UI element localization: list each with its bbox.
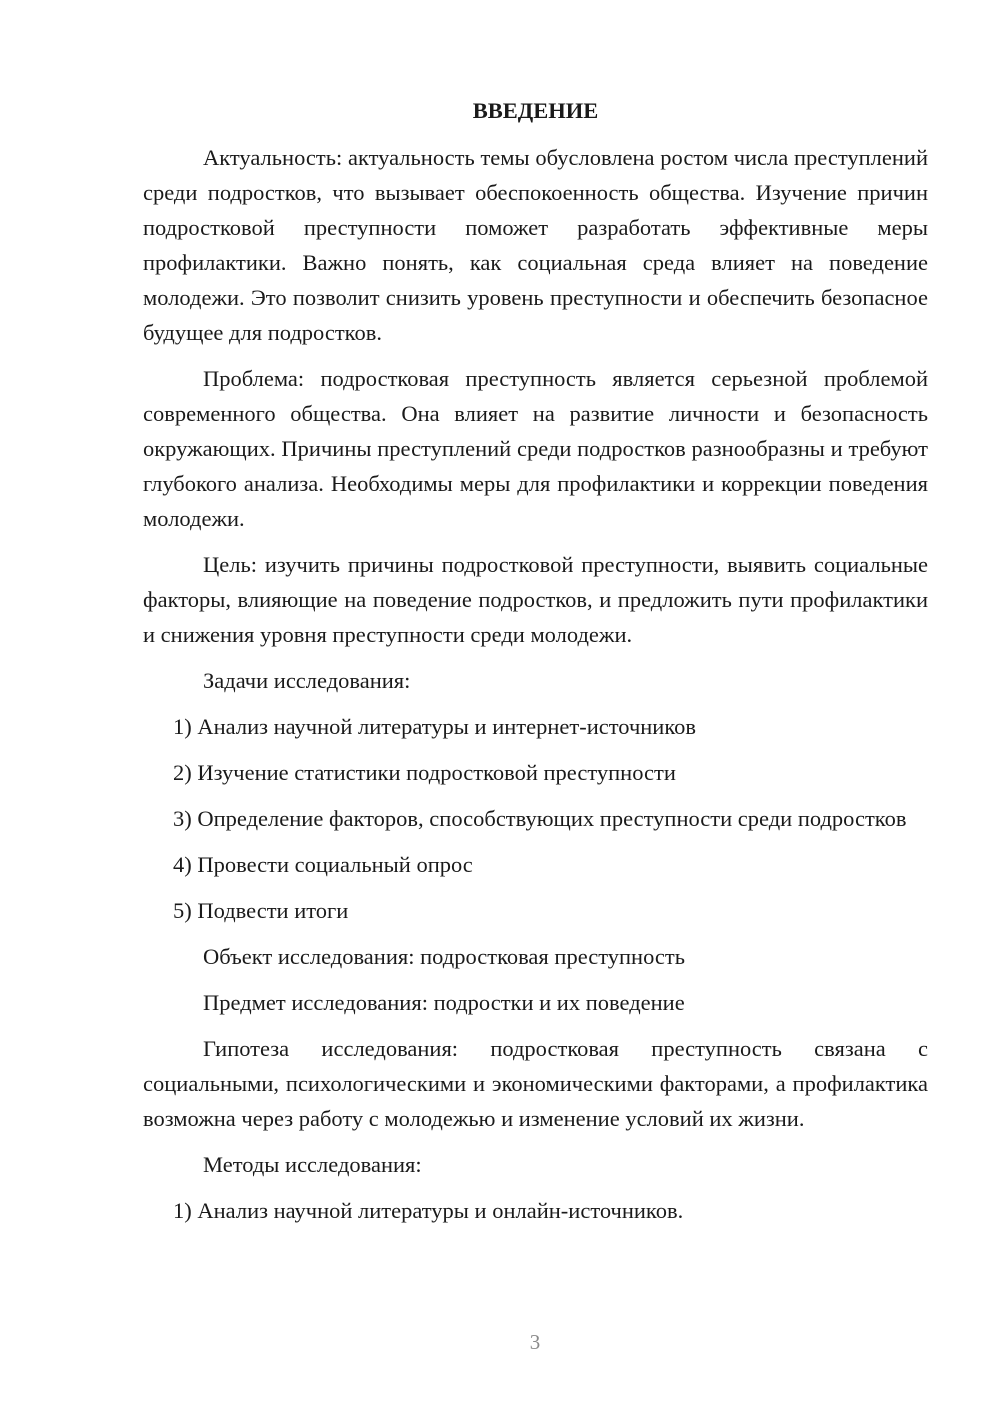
goal-paragraph: Цель: изучить причины подростковой преступности, выявить социальные факторы, влияющие на поведение подростков, и предложить пути профилактики и снижения уровня преступности среди молодежи.	[143, 552, 928, 647]
tasks-heading: Задачи исследования:	[203, 668, 411, 693]
relevance-paragraph: Актуальность: актуальность темы обусловлена ростом числа преступлений среди подростков, что вызывает обеспокоенность общества. Изучение причин подростковой преступности поможет разработать эффективные меры профилактики. Важно понять, как социальная среда влияет на поведение молодежи. Это позволит снизить уровень преступности и обеспечить безопасное будущее для подростков.	[143, 145, 928, 345]
task-item: 1) Анализ научной литературы и интернет-источников	[173, 714, 697, 739]
task-item: 3) Определение факторов, способствующих преступности среди подростков	[173, 806, 907, 831]
page-number: 3	[529, 1330, 541, 1354]
methods-heading: Методы исследования:	[203, 1152, 422, 1177]
task-item: 5) Подвести итоги	[173, 898, 349, 923]
document-body	[143, 93, 928, 1239]
research-object: Объект исследования: подростковая преступность	[203, 944, 685, 969]
task-item: 2) Изучение статистики подростковой преступности	[173, 760, 676, 785]
research-subject: Предмет исследования: подростки и их поведение	[203, 990, 685, 1015]
method-item: 1) Анализ научной литературы и онлайн-источников.	[173, 1198, 684, 1223]
page-title: ВВЕДЕНИЕ	[472, 98, 599, 123]
hypothesis-paragraph: Гипотеза исследования: подростковая преступность связана с социальными, психологическими и экономическими факторами, а профилактика возможна через работу с молодежью и изменение условий их жизни.	[143, 1036, 928, 1131]
task-item: 4) Провести социальный опрос	[173, 852, 473, 877]
problem-paragraph: Проблема: подростковая преступность является серьезной проблемой современного общества. Она влияет на развитие личности и безопасность окружающих. Причины преступлений среди подростков разнообразны и требуют глубокого анализа. Необходимы меры для профилактики и коррекции поведения молодежи.	[143, 366, 928, 531]
